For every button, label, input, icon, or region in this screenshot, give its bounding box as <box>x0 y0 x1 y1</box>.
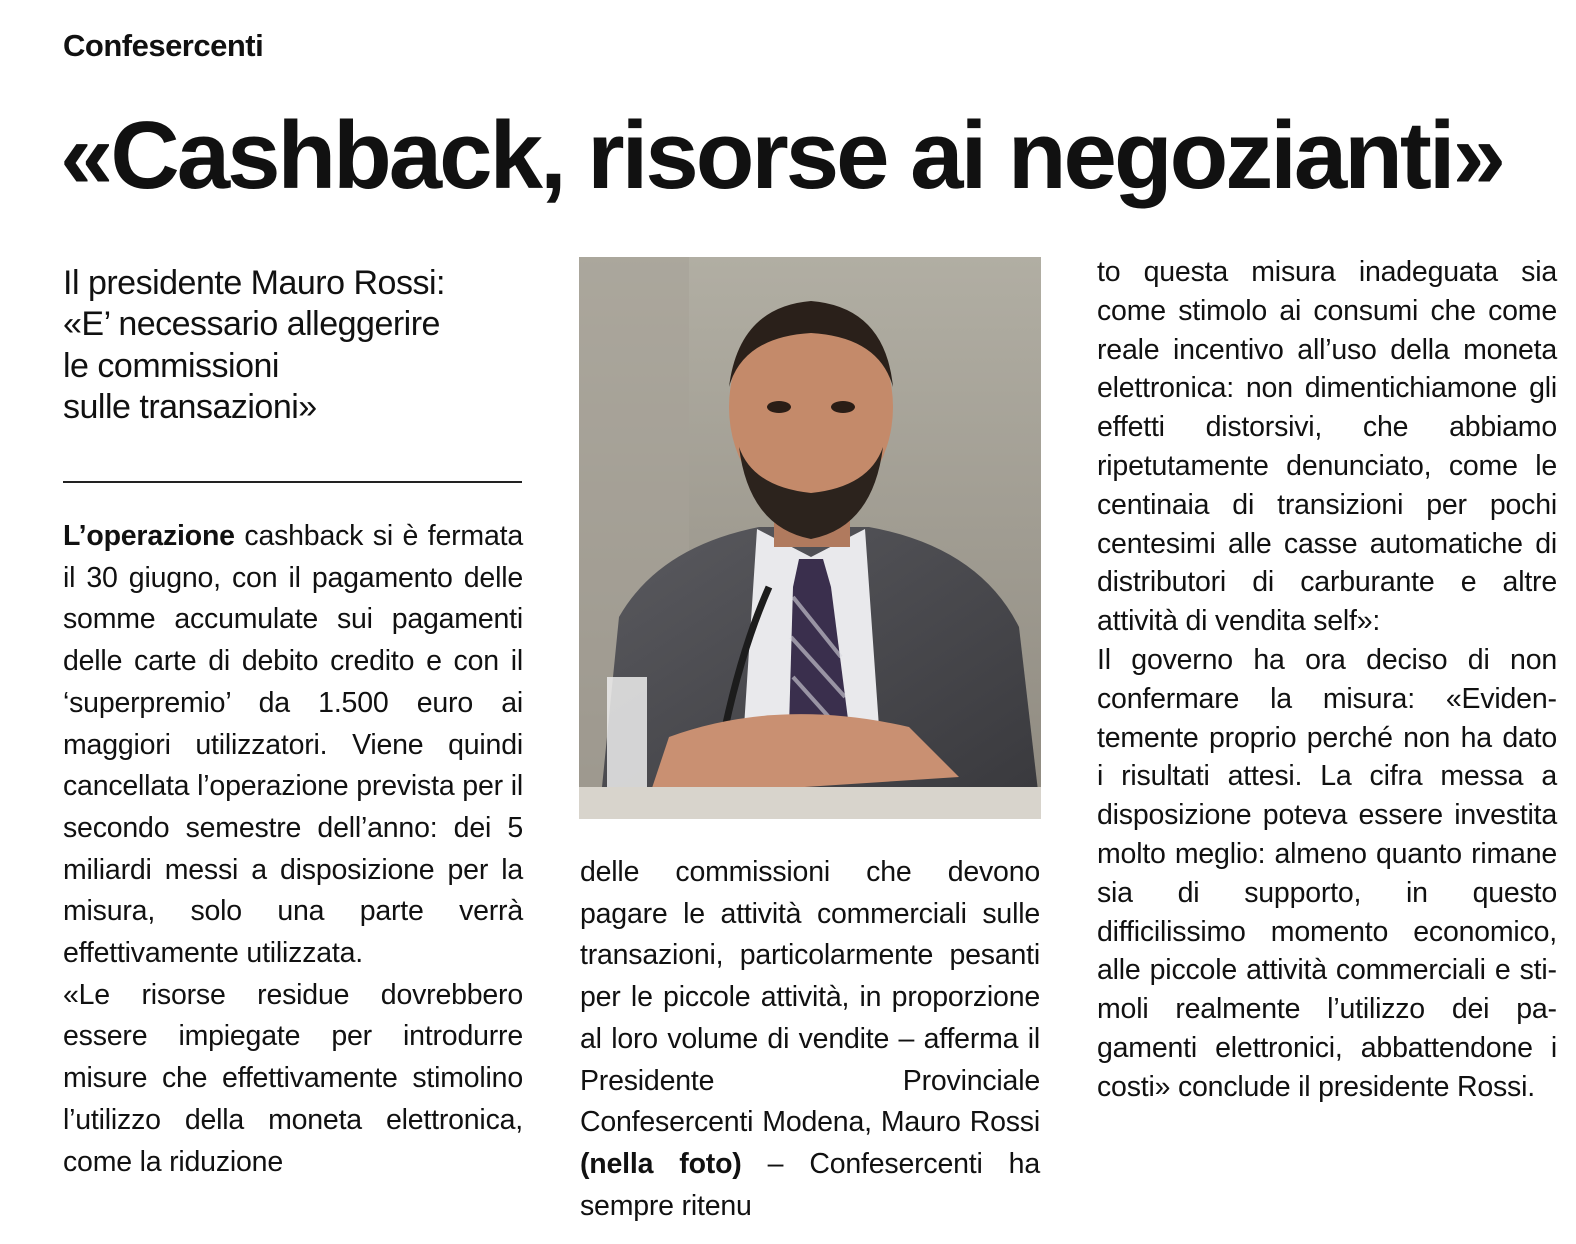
paragraph-text: delle commissioni che devono pagare le attività commerciali sulle transazioni, particolarmente pesanti per le piccole attività, in proporzione al loro volume di vendite – afferma il Presidente Provinciale Confesercenti Modena, Mauro Rossi <box>580 856 1040 1139</box>
paragraph-text: cashback si è fermata il 30 giugno, con il pagamento delle somme accumulate sui pagamenti delle carte di debito credito e con il ‘superpremio’ da 1.500 euro ai maggiori utilizzatori. Viene quindi cancellata l’operazione prevista per il secondo semestre dell’anno: dei 5 miliardi messi a disposizione per la misura, solo una parte verrà effettivamente utilizzata. <box>63 520 523 970</box>
photo-reference: (nella foto) <box>580 1147 742 1180</box>
lead-word: L’operazione <box>63 520 235 552</box>
body-paragraph: to questa misura inadeguata sia come stimolo ai consumi che come reale incentivo all’uso della moneta elettronica: non dimentichiamone gli effetti distorsivi, che abbiamo ripetutamente denunciato, come le centinaia di transizioni per pochi centesimi alle casse automatiche di distributori di carburante e altre attività di vendita self»: <box>1097 256 1557 638</box>
article-headline: «Cashback, risorse ai negozianti» <box>60 102 1503 209</box>
paragraph-text: – Confesercenti ha sempre ritenu <box>580 1147 1040 1222</box>
subtitle-line: le commissioni <box>63 346 279 385</box>
article-subtitle <box>63 263 533 429</box>
portrait-illustration <box>579 257 1041 819</box>
body-paragraph <box>580 852 1040 1227</box>
portrait-photo <box>579 257 1041 819</box>
body-paragraph <box>63 516 523 975</box>
body-paragraph: «Le risorse residue dovrebbero essere impiegate per introdurre misure che effettivamente stimolino l’utilizzo della moneta elettronica, come la riduzione <box>63 978 523 1178</box>
subtitle-line: «E’ necessario alleggerire <box>63 305 440 344</box>
subtitle-line: sulle transazioni» <box>63 388 317 427</box>
subtitle-divider <box>63 481 522 483</box>
body-column-1 <box>63 516 523 1183</box>
body-column-2 <box>580 852 1040 1227</box>
subtitle-line: Il presidente Mauro Rossi: <box>63 264 445 302</box>
body-paragraph: Il governo ha ora deciso di non confermare la misura: «Evidentemente proprio perché non ha dato i risultati attesi. La cifra messa a disposizione poteva essere investita molto meglio: almeno quanto rimane sia di supporto, in questo difficilissimo momento economico, alle piccole attività commerciali e stimoli realmente l’utilizzo dei pagamenti elettronici, abbattendone i costi» conclude il presidente Rossi. <box>1097 643 1557 1103</box>
section-kicker: Confesercenti <box>63 28 264 63</box>
body-column-3 <box>1097 253 1557 1107</box>
